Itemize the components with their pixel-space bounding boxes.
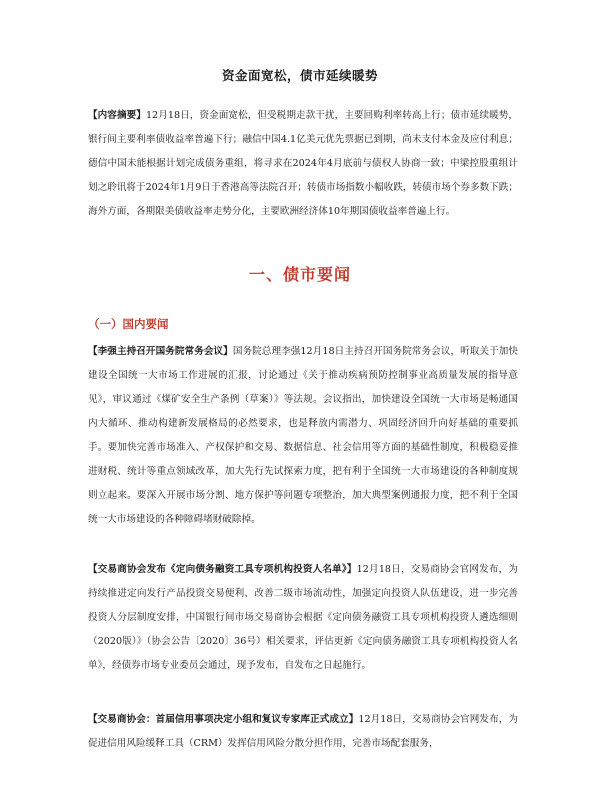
abstract-text: 12月18日，资金面宽松，但受税期走款干扰，主要回购利率转高上行；债市延续暖势，银行间主要利率债收益率普遍下行；融信中国4.1亿美元优先票据已到期，尚未支付本金及应付利息；德信中国未能根据计划完成债务重组，将寻求在2024年4月底前与债权人协商一致；中梁控股重组计划之聆讯将于2024年1月9日于香港高等法院召开；转债市场指数小幅收跌，转债市场个券多数下跌；海外方面，各期限美债收益率走势分化，主要欧洲经济体10年期国债收益率普遍上行。 [88,110,518,217]
subsection-heading-domestic-news: （一）国内要闻 [88,317,169,331]
document-title: 资金面宽松，债市延续暖势 [221,68,378,83]
news-body: 12月18日，交易商协会官网发布，为促进信用风险缓释工具（CRM）发挥信用风险分散分担作用，完善市场配套服务， [88,714,518,749]
news-body: 12月18日，交易商协会官网发布，为持续推进定向发行产品投资交易便利、改善二级市场流动性，加强定向投资人队伍建设，进一步完善投资人分层制度安排，中国银行间市场交易商协会根据《定向债务融资工具专项机构投资人遴选细则（2020版）》（协会公告〔2020〕36号）相关要求，评估更新《定向债务融资工具专项机构投资人名单》，经债券市场专业委员会通过，现予发布，自发布之日起施行。 [88,564,518,671]
news-body: 国务院总理李强12月18日主持召开国务院常务会议，听取关于加快建设全国统一大市场工作进展的汇报，讨论通过《关于推动疾病预防控制事业高质量发展的指导意见》，审议通过《煤矿安全生产条例（草案）》等法规。会议指出，加快建设全国统一大市场是畅通国内大循环、推动构建新发展格局的必然要求，也是释放内需潜力、巩固经济回升向好基础的重要抓手。要加快完善市场准入、产权保护和交易、数据信息、社会信用等方面的基础性制度，积极稳妥推进财税、统计等重点领域改革，加大先行先试探索力度，把有利于全国统一大市场建设的各种制度规则立起来。要深入开展市场分割、地方保护等问题专项整治，加大典型案例通报力度，把不利于全国统一大市场建设的各种障碍堵财破除掉。 [88,346,518,525]
section-heading-bond-news: 一、债市要闻 [248,265,351,284]
news-item [88,340,518,532]
abstract-paragraph [88,104,518,224]
news-headline: 【李强主持召开国务院常务会议】 [88,346,233,357]
news-item [88,558,518,678]
news-headline: 【交易商协会发布《定向债务融资工具专项机构投资人名单》】 [88,564,357,575]
news-headline: 【交易商协会：首届信用事项决定小组和复议专家库正式成立】 [88,714,359,725]
news-item [88,708,518,756]
abstract-label: 【内容摘要】 [88,110,146,121]
